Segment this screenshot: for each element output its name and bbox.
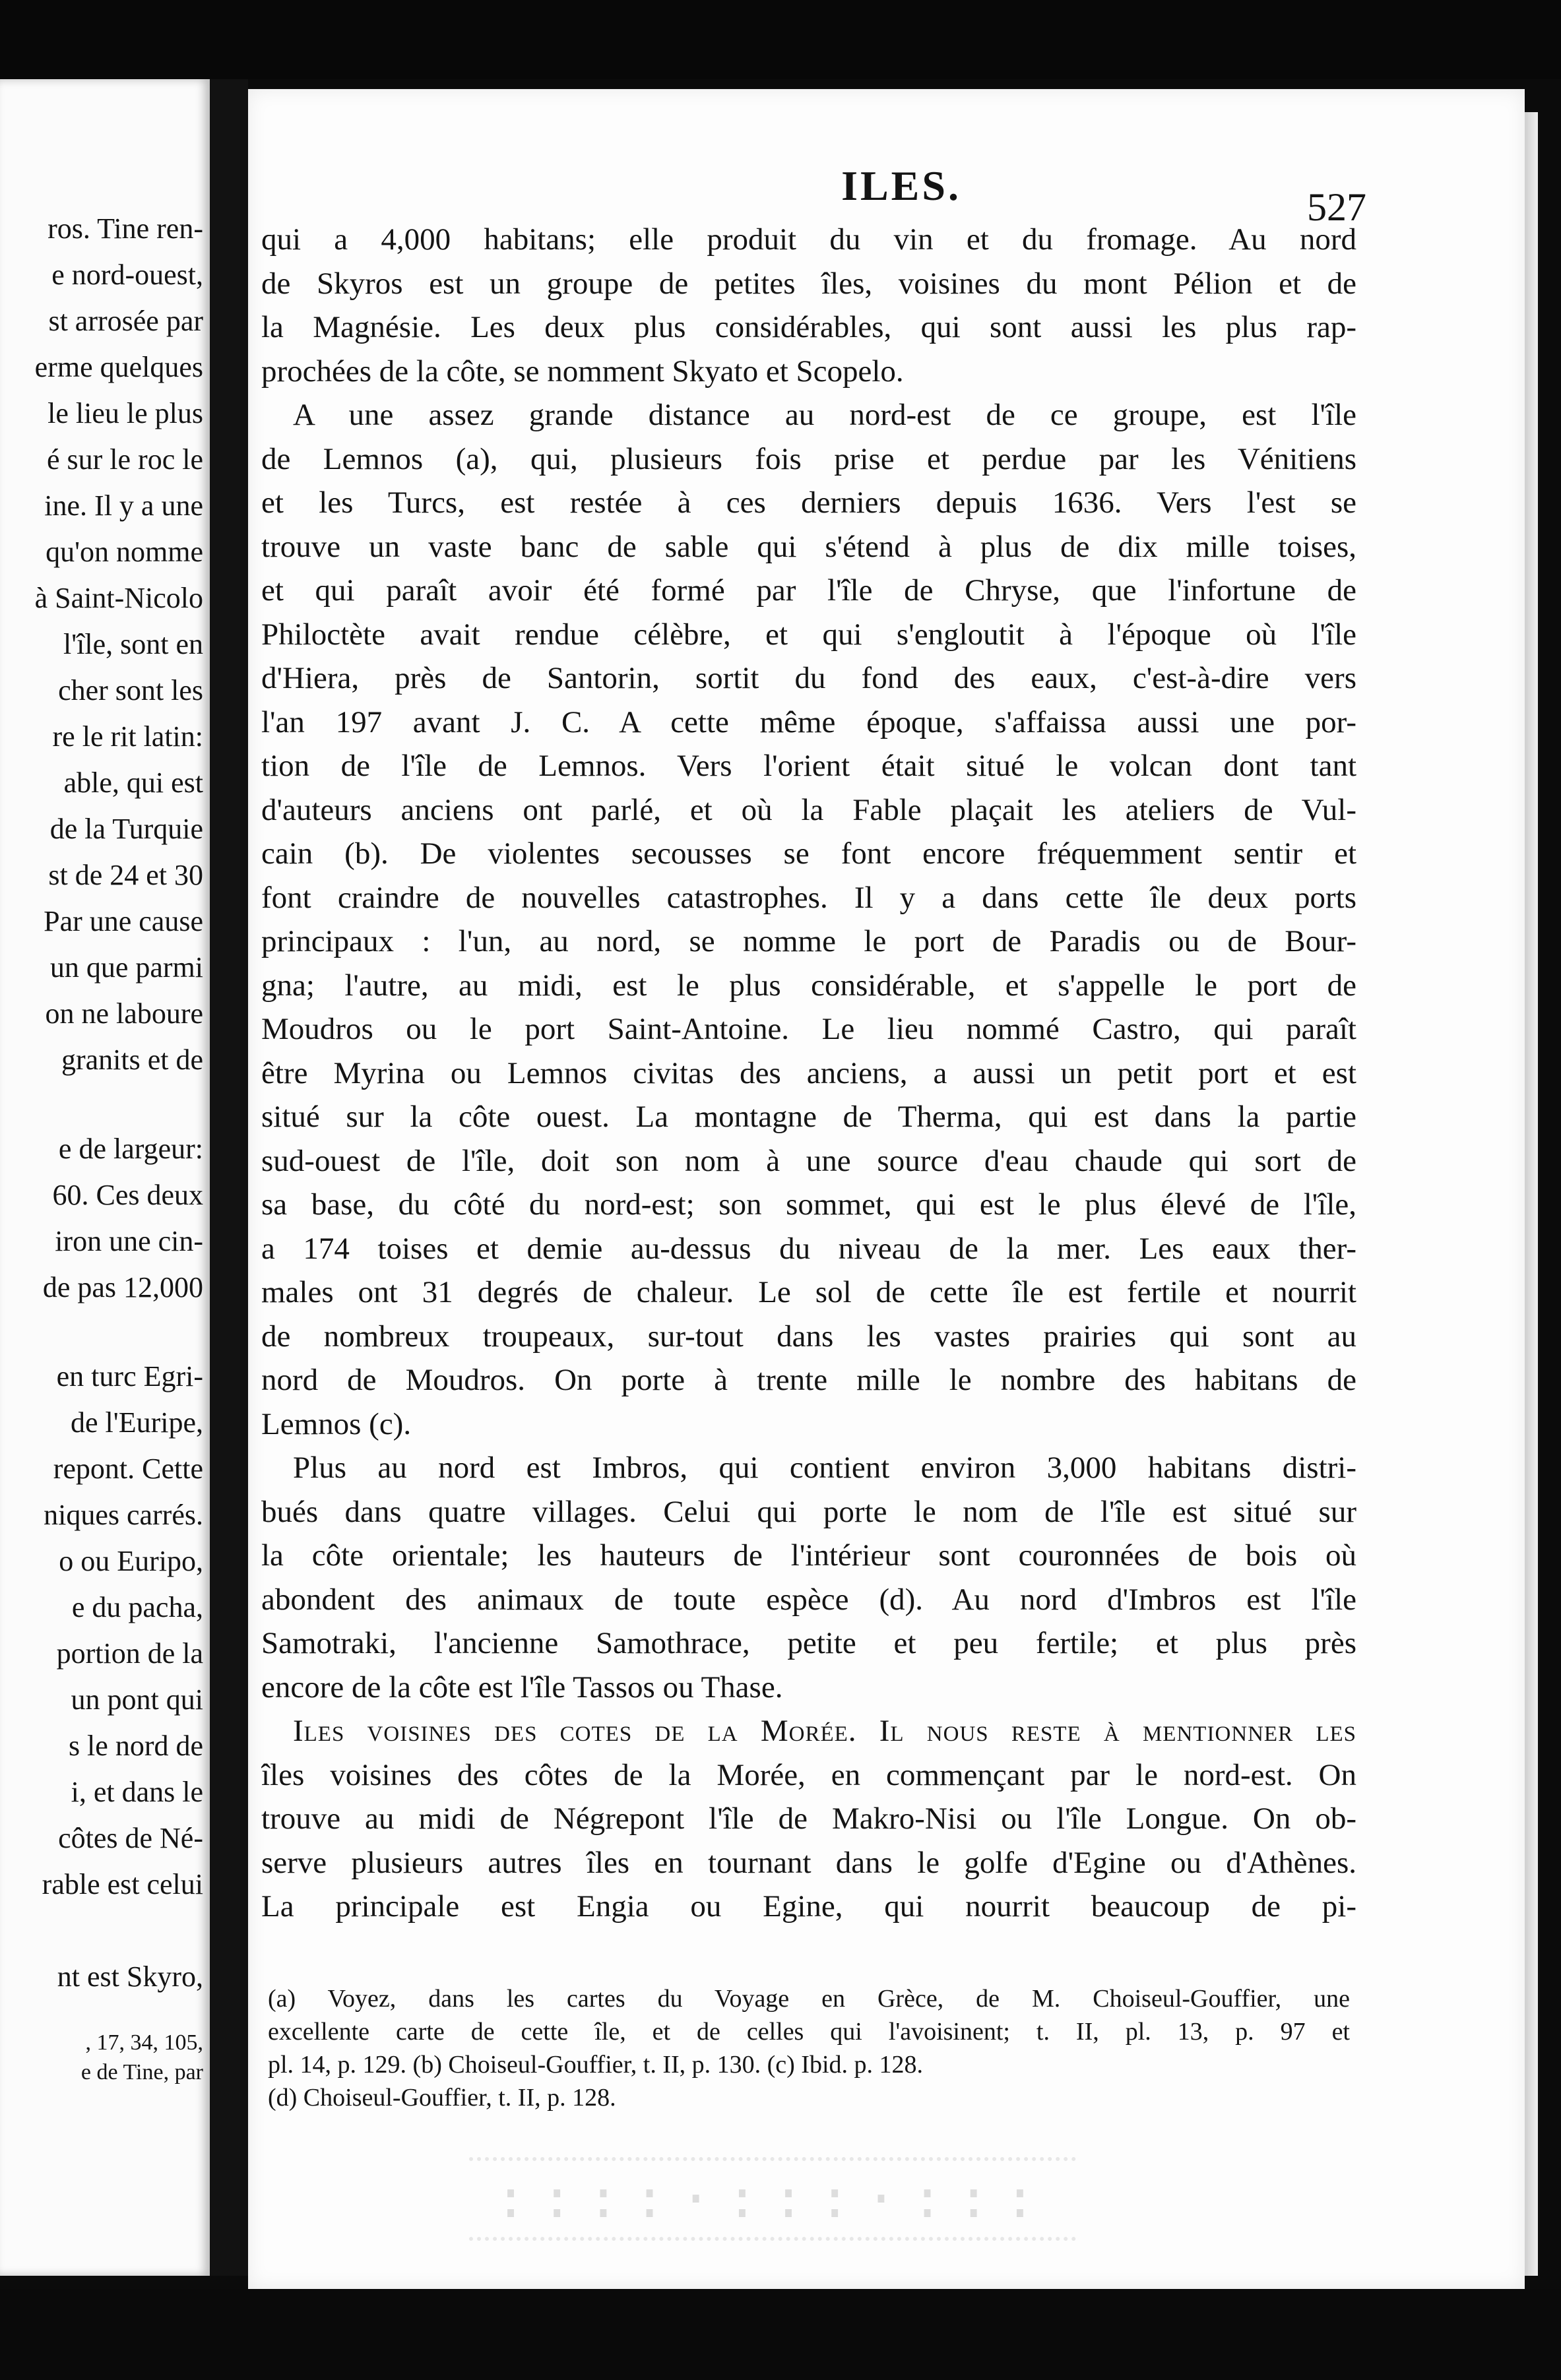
left-page-line: on ne laboure (45, 997, 203, 1030)
left-page-line: o ou Euripo, (59, 1545, 203, 1577)
text-line: Moudros ou le port Saint-Antoine. Le lieu nommé Castro, qui paraît (261, 1012, 1356, 1046)
text-line: la Magnésie. Les deux plus considérables, qui sont aussi les plus rap- (261, 310, 1356, 344)
left-page-line: granits et de (61, 1044, 203, 1076)
body-text (261, 218, 1356, 1929)
text-line: être Myrina ou Lemnos civitas des anciens, a aussi un petit port et est (261, 1055, 1356, 1090)
text-line: cain (b). De violentes secousses se font encore fréquemment sentir et (261, 836, 1356, 871)
left-page-line: e du pacha, (71, 1591, 203, 1623)
left-page-line: i, et dans le (71, 1776, 203, 1808)
text-line: nord de Moudros. On porte à trente mille le nombre des habitans de (261, 1363, 1356, 1397)
library-stamp-watermark: ::::·:::·::: (469, 2157, 1076, 2241)
scan-background-top (0, 0, 1561, 79)
text-line: trouve un vaste banc de sable qui s'étend à plus de dix mille toises, (261, 529, 1356, 564)
text-line: serve plusieurs autres îles en tournant dans le golfe d'Egine ou d'Athènes. (261, 1845, 1356, 1880)
paragraph-start-line: A une assez grande distance au nord-est de ce groupe, est l'île (293, 398, 1356, 432)
section-heading-line: Iles voisines des cotes de la Morée. Il nous reste à mentionner les (293, 1714, 1356, 1748)
text-line: Philoctète avait rendue célèbre, et qui s'engloutit à l'époque où l'île (261, 617, 1356, 652)
text-line: principaux : l'un, au nord, se nomme le port de Paradis ou de Bour- (261, 924, 1356, 958)
text-line: situé sur la côte ouest. La montagne de Therma, qui est dans la partie (261, 1100, 1356, 1134)
book-page (248, 89, 1525, 2289)
left-page-line: re le rit latin: (52, 720, 203, 753)
text-line: trouve au midi de Négrepont l'île de Makro-Nisi ou l'île Longue. On ob- (261, 1801, 1356, 1836)
left-page-line: de la Turquie (49, 813, 203, 845)
left-page-line: é sur le roc le (47, 443, 203, 476)
left-page-line: de l'Euripe, (71, 1406, 203, 1439)
text-line: l'an 197 avant J. C. A cette même époque, s'affaissa aussi une por- (261, 705, 1356, 739)
text-line: et qui paraît avoir été formé par l'île de Chryse, que l'infortune de (261, 573, 1356, 608)
left-page-line: à Saint-Nicolo (34, 582, 203, 614)
text-line: encore de la côte est l'île Tassos ou Thase. (261, 1670, 783, 1705)
page-edge (1525, 112, 1538, 2276)
text-line: la côte orientale; les hauteurs de l'intérieur sont couronnées de bois où (261, 1538, 1356, 1573)
running-head: ILES. (841, 162, 961, 209)
left-page-line: ine. Il y a une (44, 489, 203, 522)
text-line: tion de l'île de Lemnos. Vers l'orient était situé le volcan dont tant (261, 749, 1356, 783)
text-line: Lemnos (c). (261, 1406, 412, 1441)
left-page-line: l'île, sont en (63, 628, 203, 660)
paragraph-start-line: Plus au nord est Imbros, qui contient environ 3,000 habitans distri- (293, 1451, 1356, 1485)
text-line: de nombreux troupeaux, sur-tout dans les vastes prairies qui sont au (261, 1319, 1356, 1354)
text-line: sud-ouest de l'île, doit son nom à une source d'eau chaude qui sort de (261, 1143, 1356, 1178)
left-page-line: iron une cin- (55, 1225, 203, 1257)
left-page-line: e nord-ouest, (51, 259, 203, 291)
text-line: d'auteurs anciens ont parlé, et où la Fable plaçait les ateliers de Vul- (261, 792, 1356, 827)
text-line: a 174 toises et demie au-dessus du niveau de la mer. Les eaux ther- (261, 1231, 1356, 1266)
footnote-line: (d) Choiseul-Gouffier, t. II, p. 128. (268, 2084, 616, 2112)
text-line: prochées de la côte, se nomment Skyato et Scopelo. (261, 354, 904, 389)
left-page-line: repont. Cette (53, 1453, 203, 1485)
left-page-line: niques carrés. (44, 1499, 203, 1531)
left-page-line: qu'on nomme (46, 536, 203, 568)
text-line: d'Hiera, près de Santorin, sortit du fond des eaux, c'est-à-dire vers (261, 661, 1356, 695)
left-page-line: 60. Ces deux (52, 1179, 203, 1211)
left-page-line: ros. Tine ren- (48, 212, 203, 245)
text-line: La principale est Engia ou Egine, qui nourrit beaucoup de pi- (261, 1889, 1356, 1924)
left-page-line: un pont qui (71, 1683, 203, 1716)
footnote-line: excellente carte de cette île, et de celles qui l'avoisinent; t. II, pl. 13, p. 97 et (268, 2018, 1350, 2046)
left-page-line: e de largeur: (58, 1133, 203, 1165)
text-line: sa base, du côté du nord-est; son sommet, qui est le plus élevé de l'île, (261, 1187, 1356, 1222)
text-line: qui a 4,000 habitans; elle produit du vin et du fromage. Au nord (261, 222, 1356, 257)
left-page-line: rable est celui (42, 1868, 203, 1900)
text-line: abondent des animaux de toute espèce (d). Au nord d'Imbros est l'île (261, 1582, 1356, 1617)
text-line: males ont 31 degrés de chaleur. Le sol de cette île est fertile et nourrit (261, 1275, 1356, 1309)
text-line: bués dans quatre villages. Celui qui porte le nom de l'île est situé sur (261, 1494, 1356, 1529)
scan-background-bottom (0, 2289, 1561, 2380)
text-line: gna; l'autre, au midi, est le plus considérable, et s'appelle le port de (261, 968, 1356, 1003)
left-page-line: cher sont les (58, 674, 203, 706)
left-page-line: st de 24 et 30 (48, 859, 203, 891)
text-line: font craindre de nouvelles catastrophes. Il y a dans cette île deux ports (261, 880, 1356, 915)
left-page-note: , 17, 34, 105, (85, 2030, 203, 2055)
left-page-line: erme quelques (34, 351, 203, 383)
book-spine-gutter (210, 79, 248, 2276)
page-number: 527 (1307, 185, 1366, 229)
left-page-line: portion de la (56, 1637, 203, 1670)
left-page-line: able, qui est (63, 767, 203, 799)
left-page-line: Par une cause (44, 905, 203, 937)
text-line: îles voisines des côtes de la Morée, en commençant par le nord-est. On (261, 1757, 1356, 1792)
text-line: Samotraki, l'ancienne Samothrace, petite et peu fertile; et plus près (261, 1626, 1356, 1660)
text-line: et les Turcs, est restée à ces derniers depuis 1636. Vers l'est se (261, 485, 1356, 520)
footnotes (268, 1982, 1350, 2114)
facing-page-left (0, 79, 210, 2276)
left-page-line: un que parmi (49, 951, 203, 984)
footnote-line: (a) Voyez, dans les cartes du Voyage en Grèce, de M. Choiseul-Gouffier, une (268, 1985, 1350, 2013)
left-page-line: s le nord de (68, 1730, 203, 1762)
left-page-line: côtes de Né- (58, 1822, 203, 1854)
left-page-line: de pas 12,000 (42, 1271, 203, 1303)
left-page-line: nt est Skyro, (57, 1960, 203, 1993)
text-line: de Skyros est un groupe de petites îles, voisines du mont Pélion et de (261, 266, 1356, 301)
left-page-line: le lieu le plus (48, 397, 203, 429)
left-page-line: en turc Egri- (56, 1360, 203, 1393)
text-line: de Lemnos (a), qui, plusieurs fois prise et perdue par les Vénitiens (261, 441, 1356, 476)
left-page-line: st arrosée par (48, 305, 203, 337)
left-page-note: e de Tine, par (80, 2060, 203, 2084)
footnote-line: pl. 14, p. 129. (b) Choiseul-Gouffier, t. II, p. 130. (c) Ibid. p. 128. (268, 2051, 924, 2079)
